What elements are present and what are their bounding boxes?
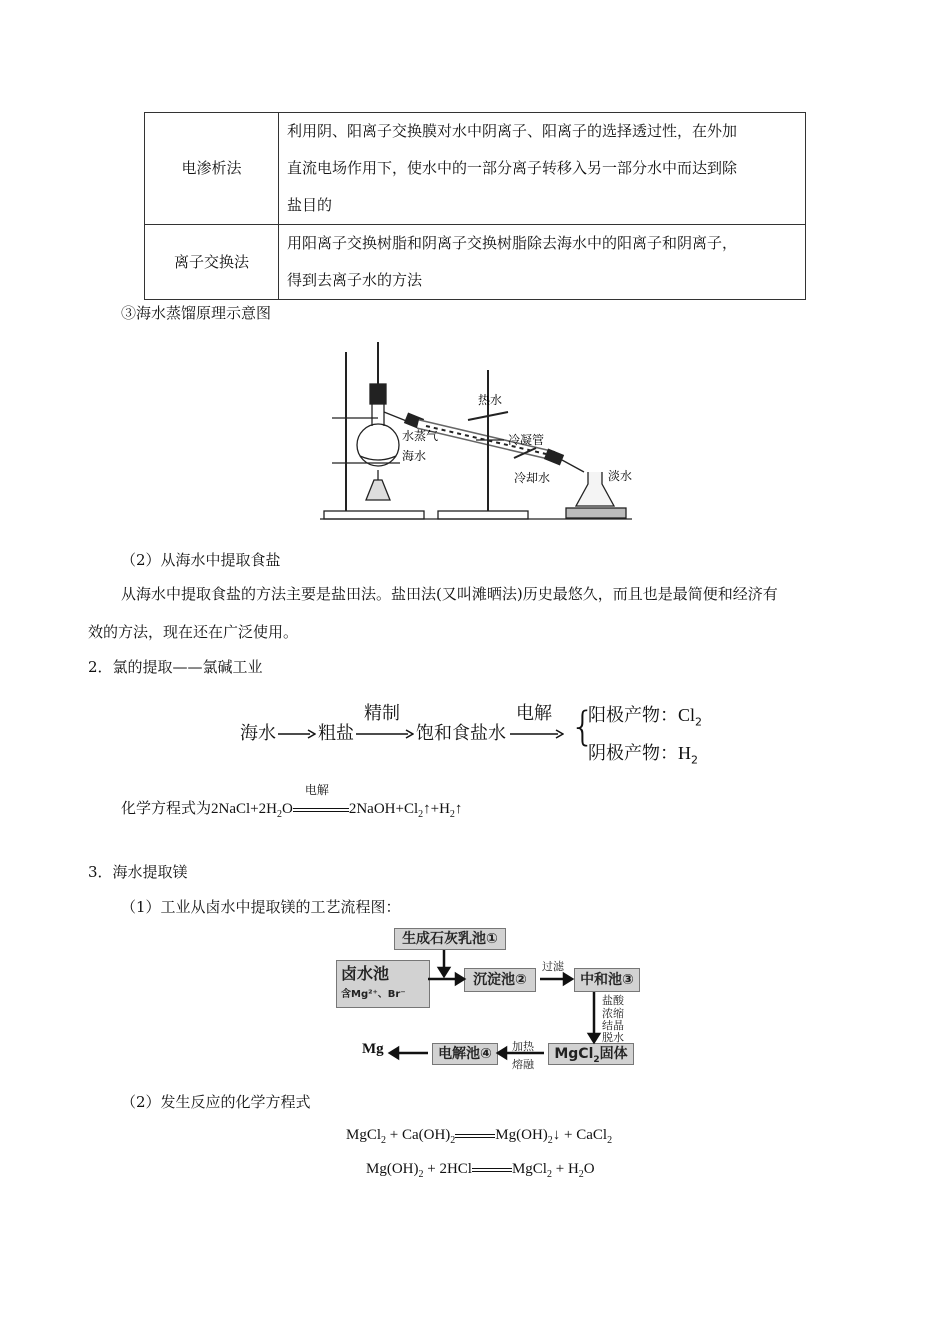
flow-seawater: 海水 (240, 723, 276, 744)
magnesium-flow (336, 928, 646, 1071)
stand-base (438, 511, 528, 519)
magnesium-sub2: （2）发生反应的化学方程式 (121, 1093, 311, 1111)
method-name: 离子交换法 (145, 225, 279, 300)
desalination-methods-table (144, 112, 806, 300)
concentrate-label: 浓缩 (602, 1007, 624, 1020)
condenser-label: 冷凝管 (508, 433, 545, 447)
lime-pool-box: 生成石灰乳池① (394, 928, 506, 950)
distillation-diagram (318, 340, 638, 524)
flow-crude-salt: 粗盐 (318, 723, 354, 744)
cooling-water-label: 冷却水 (514, 471, 551, 485)
salt-para-line1: 从海水中提取食盐的方法主要是盐田法。盐田法(又叫滩晒法)历史最悠久，而且也是最简便和经济有 (121, 585, 778, 603)
chlor-alkali-equation: 化学方程式为$2NaCl+2H_2O$ 电解 $2NaOH+Cl_2↑+H_2↑$ (121, 783, 463, 820)
filter-label: 过滤 (542, 960, 564, 973)
flow-electrolysis-label: 电解 (516, 703, 552, 724)
melt-label: 熔融 (512, 1058, 534, 1071)
fresh-water-label: 淡水 (608, 469, 633, 483)
method-description: 用阳离子交换树脂和阴离子交换树脂除去海水中的阳离子和阴离子， 得到去离子水的方法 (279, 225, 806, 300)
neutralization-pool-box: 中和池③ (574, 968, 640, 992)
dehydrate-label: 脱水 (602, 1031, 624, 1044)
cathode-line: 阴极产物：$H_2$ (588, 743, 698, 767)
hcl-label: 盐酸 (602, 994, 624, 1007)
hot-water-label: 热水 (478, 393, 503, 407)
seawater-label: 海水 (402, 449, 427, 463)
anode-line: 阳极产物：$Cl_2$ (588, 705, 703, 729)
equation-1: MgCl$_2$ + $Ca(OH)_2$ $Mg(OH)_2↓$ + CaCl$_2$ (346, 1127, 613, 1146)
method-description: 利用阴、阳离子交换膜对水中阴离子、阳离子的选择透过性，在外加 直流电场作用下，使水中的一部分离子转移入另一部分水中而达到除 盐目的 (279, 113, 806, 225)
magnesium-sub1: （1）工业从卤水中提取镁的工艺流程图： (121, 898, 401, 916)
brace: { (570, 704, 596, 750)
heat-label: 加热 (512, 1040, 534, 1053)
salt-para-line2: 效的方法，现在还在广泛使用。 (88, 623, 299, 641)
salt-heading: （2）从海水中提取食盐 (121, 551, 281, 569)
brine-pool-box: 卤水池 含Mg²⁺、Br⁻ (336, 960, 430, 1008)
chlor-alkali-flow (240, 699, 720, 769)
table-row (145, 225, 806, 300)
mgcl2-solid-box: MgCl$_2$固体 (548, 1043, 634, 1065)
electrolysis-pool-box: 电解池④ (432, 1043, 498, 1065)
crystallize-label: 结晶 (602, 1019, 624, 1032)
precipitation-pool-box: 沉淀池② (464, 968, 536, 992)
flow-refine-label: 精制 (364, 703, 400, 724)
mg-product: Mg (362, 1041, 384, 1057)
magnesium-heading: 3．海水提取镁 (88, 863, 188, 881)
equation-2: $Mg(OH)_2 + 2HCl$ MgCl$_2$ + $H_2O$ (366, 1161, 595, 1180)
flow-brine: 饱和食盐水 (416, 723, 506, 744)
table-row (145, 113, 806, 225)
stand-base (324, 511, 424, 519)
steam-label: 水蒸气 (402, 429, 439, 443)
alcohol-lamp (366, 480, 390, 500)
method-name: 电渗析法 (145, 113, 279, 225)
chlor-alkali-heading: 2．氯的提取——氯碱工业 (88, 658, 263, 676)
flask-stand (566, 508, 626, 518)
distillation-caption: ③海水蒸馏原理示意图 (121, 304, 272, 322)
flow-arrows (336, 928, 646, 1068)
